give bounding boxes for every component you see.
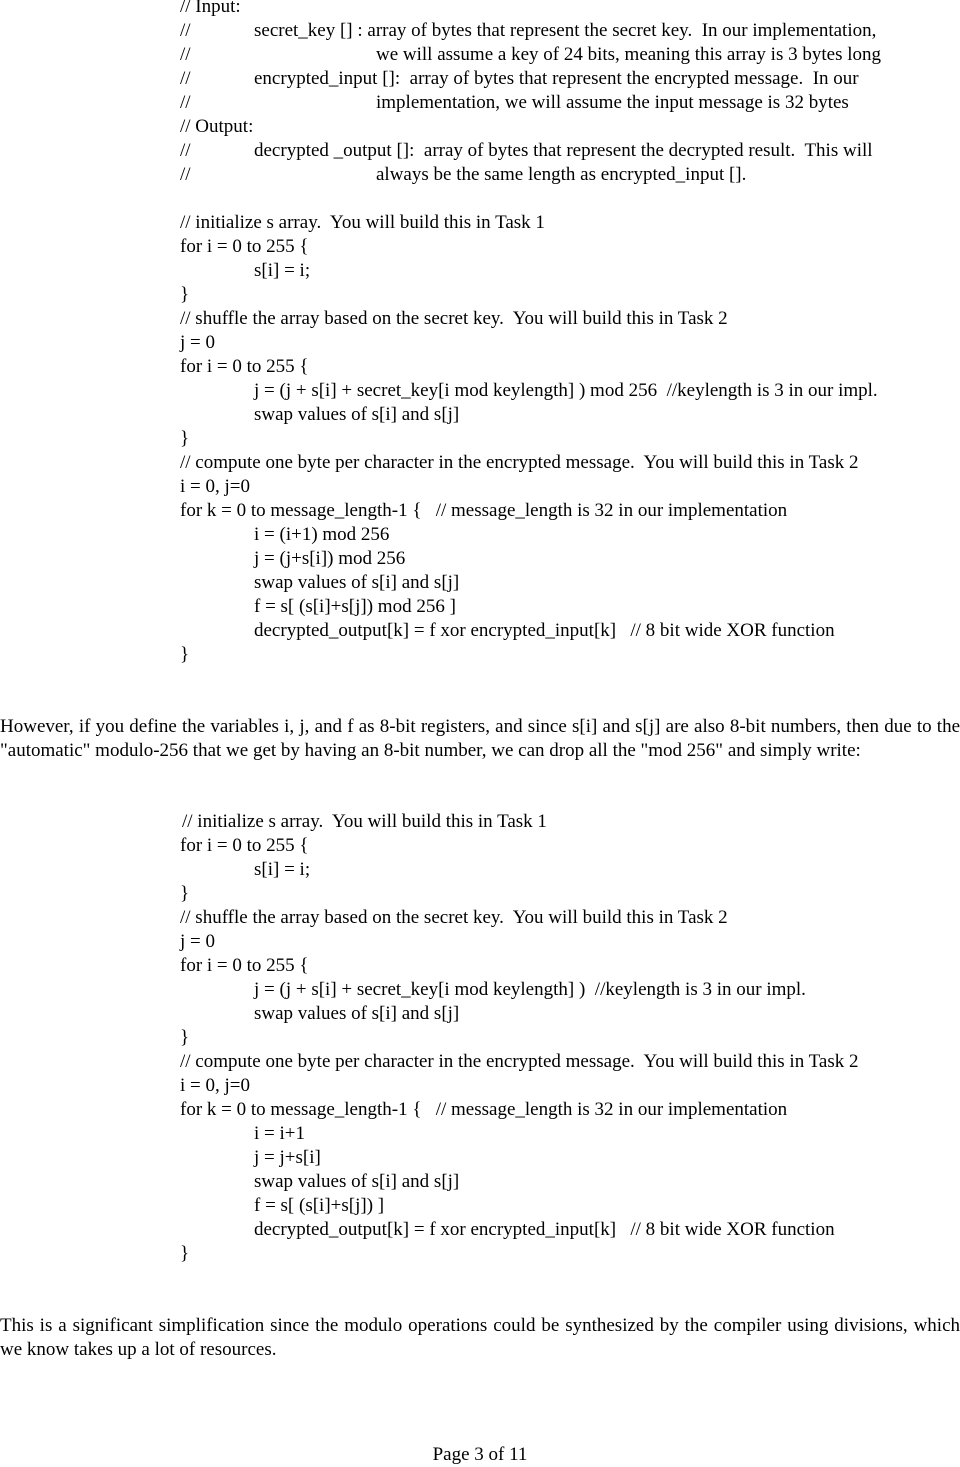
code-line: j = 0 bbox=[180, 931, 215, 952]
code-line: // Output: bbox=[180, 116, 254, 137]
code-line: } bbox=[180, 1243, 190, 1264]
code-line: swap values of s[i] and s[j] bbox=[254, 1003, 460, 1024]
code-line: swap values of s[i] and s[j] bbox=[254, 1171, 460, 1192]
code-line: swap values of s[i] and s[j] bbox=[254, 572, 460, 593]
code-line: s[i] = i; bbox=[254, 260, 311, 281]
code-line: secret_key [] : array of bytes that represent the secret key. In our implementation, bbox=[254, 20, 877, 41]
code-line: // bbox=[180, 44, 191, 65]
code-line: } bbox=[180, 1027, 190, 1048]
body-paragraph: However, if you define the variables i, j, and f as 8-bit registers, and since s[i] and s[j] are also 8-bit numbers, then due to the "automatic" modulo-256 that we get by having an 8-bit number, we can drop all the "mod 256" and simply write: bbox=[0, 716, 960, 761]
code-line: // shuffle the array based on the secret key. You will build this in Task 2 bbox=[180, 308, 728, 329]
code-line: we will assume a key of 24 bits, meaning this array is 3 bytes long bbox=[376, 44, 881, 65]
code-line: swap values of s[i] and s[j] bbox=[254, 404, 460, 425]
code-line: j = (j + s[i] + secret_key[i mod keylength] ) mod 256 //keylength is 3 in our impl. bbox=[254, 380, 878, 401]
code-line: // bbox=[180, 68, 191, 89]
code-line: always be the same length as encrypted_input []. bbox=[376, 164, 747, 185]
code-line: // bbox=[180, 164, 191, 185]
code-line: // bbox=[180, 92, 191, 113]
code-line: } bbox=[180, 644, 190, 665]
code-line: // shuffle the array based on the secret key. You will build this in Task 2 bbox=[180, 907, 728, 928]
code-line: s[i] = i; bbox=[254, 859, 311, 880]
code-line: } bbox=[180, 883, 190, 904]
code-line: for k = 0 to message_length-1 { // message_length is 32 in our implementation bbox=[180, 500, 788, 521]
code-line: for i = 0 to 255 { bbox=[180, 356, 309, 377]
code-line: // compute one byte per character in the encrypted message. You will build this in Task 2 bbox=[180, 452, 859, 473]
code-line: // Input: bbox=[180, 0, 241, 17]
code-line: j = j+s[i] bbox=[254, 1147, 321, 1168]
code-line: // bbox=[180, 20, 191, 41]
code-line: for k = 0 to message_length-1 { // message_length is 32 in our implementation bbox=[180, 1099, 788, 1120]
code-line: decrypted_output[k] = f xor encrypted_input[k] // 8 bit wide XOR function bbox=[254, 620, 835, 641]
code-line: i = (i+1) mod 256 bbox=[254, 524, 390, 545]
code-line: f = s[ (s[i]+s[j]) mod 256 ] bbox=[254, 596, 456, 617]
code-line: } bbox=[180, 284, 190, 305]
code-line: for i = 0 to 255 { bbox=[180, 835, 309, 856]
code-line: // initialize s array. You will build this in Task 1 bbox=[180, 212, 545, 233]
code-line: } bbox=[180, 428, 190, 449]
body-paragraph: This is a significant simplification since the modulo operations could be synthesized by the compiler using divisions, which we know takes up a lot of resources. bbox=[0, 1315, 960, 1360]
code-line: // bbox=[180, 140, 191, 161]
code-line: i = 0, j=0 bbox=[180, 1075, 250, 1096]
code-line: j = 0 bbox=[180, 332, 215, 353]
code-line: i = 0, j=0 bbox=[180, 476, 250, 497]
code-line: j = (j+s[i]) mod 256 bbox=[254, 548, 406, 569]
code-line: implementation, we will assume the input message is 32 bytes bbox=[376, 92, 849, 113]
code-line: for i = 0 to 255 { bbox=[180, 236, 309, 257]
code-line: decrypted _output []: array of bytes that represent the decrypted result. This will bbox=[254, 140, 873, 161]
code-line: i = i+1 bbox=[254, 1123, 305, 1144]
code-line: for i = 0 to 255 { bbox=[180, 955, 309, 976]
code-line: // initialize s array. You will build this in Task 1 bbox=[182, 811, 547, 832]
code-line: // compute one byte per character in the encrypted message. You will build this in Task 2 bbox=[180, 1051, 859, 1072]
page-number: Page 3 of 11 bbox=[432, 1444, 528, 1465]
code-line: j = (j + s[i] + secret_key[i mod keylength] ) //keylength is 3 in our impl. bbox=[254, 979, 806, 1000]
code-line: encrypted_input []: array of bytes that represent the encrypted message. In our bbox=[254, 68, 859, 89]
code-line: decrypted_output[k] = f xor encrypted_input[k] // 8 bit wide XOR function bbox=[254, 1219, 835, 1240]
code-line: f = s[ (s[i]+s[j]) ] bbox=[254, 1195, 385, 1216]
